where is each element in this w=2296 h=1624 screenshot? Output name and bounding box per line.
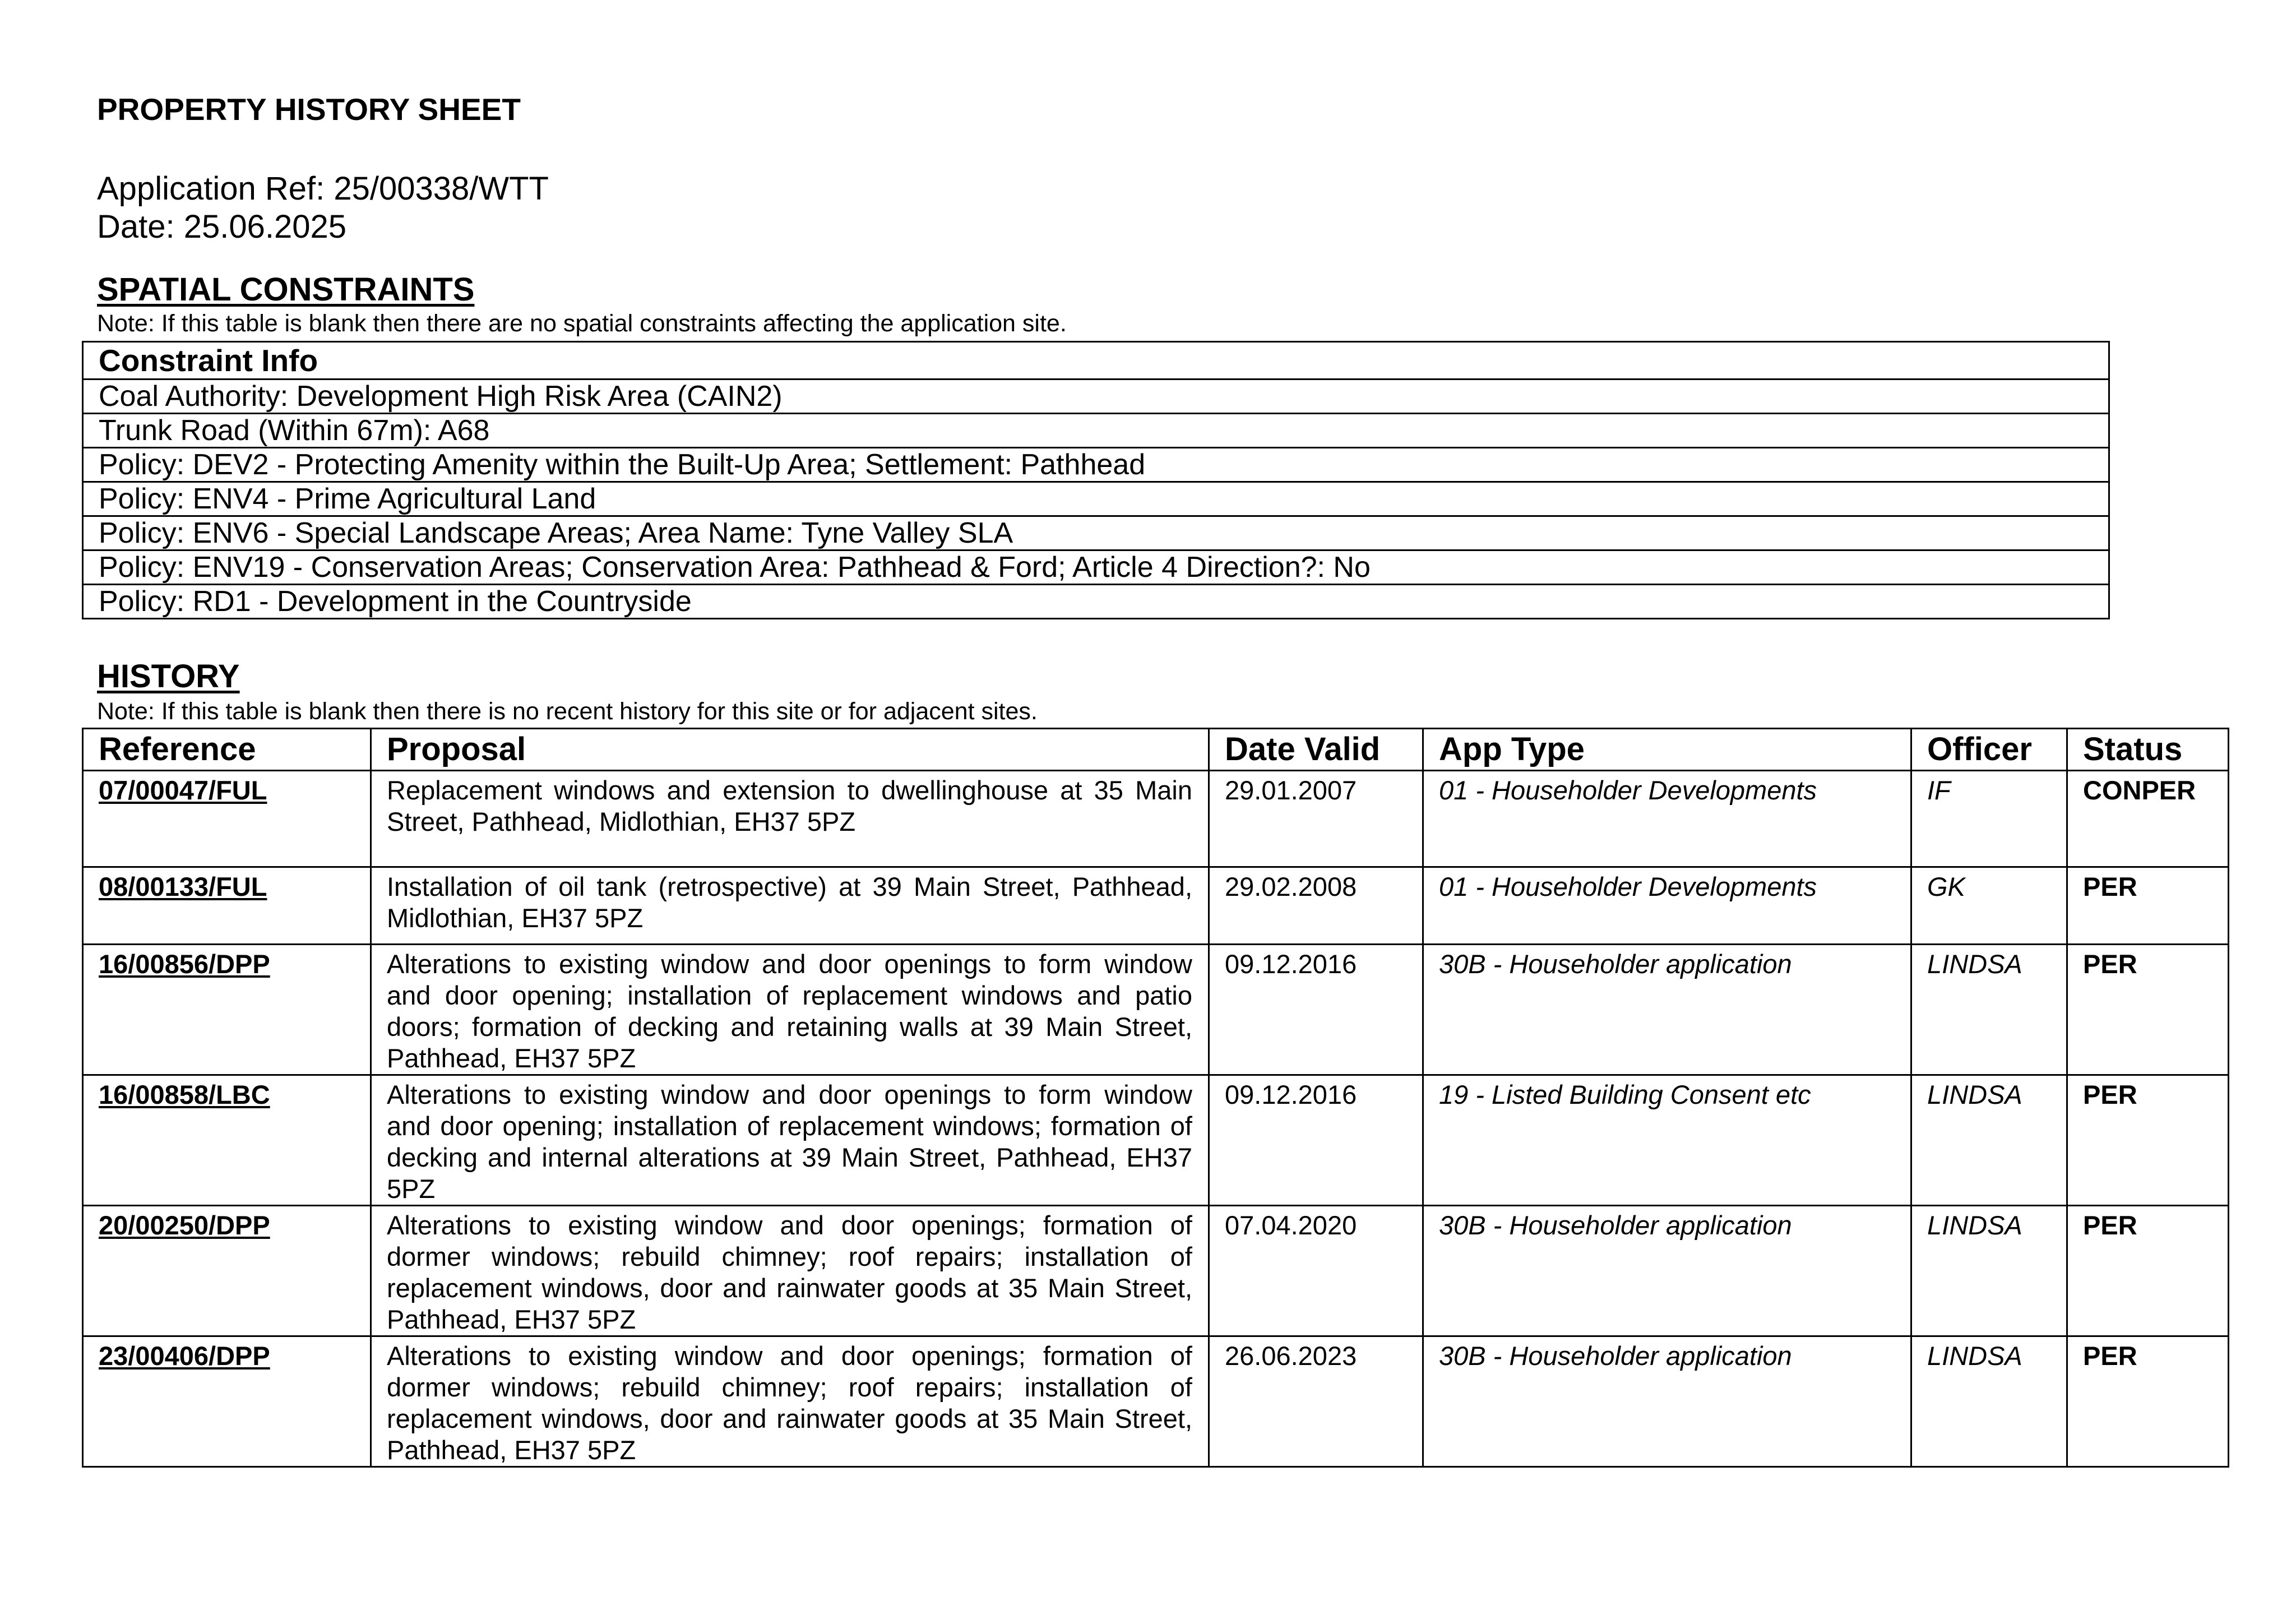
officer-header: Officer (1911, 729, 2067, 771)
officer-cell: LINDSA (1911, 1206, 2067, 1336)
status-cell: PER (2067, 1206, 2229, 1336)
table-row (83, 771, 2229, 867)
table-row (83, 1336, 2229, 1467)
table-row (83, 1206, 2229, 1336)
constraint-row (83, 482, 2109, 516)
document-date: Date: 25.06.2025 (97, 209, 347, 245)
app-type-header: App Type (1423, 729, 1911, 771)
date-valid-cell: 26.06.2023 (1209, 1336, 1423, 1467)
officer-cell: IF (1911, 771, 2067, 867)
constraint-cell: Coal Authority: Development High Risk Area (CAIN2) (83, 380, 2109, 414)
status-cell: PER (2067, 1336, 2229, 1467)
constraint-row (83, 380, 2109, 414)
page-title: PROPERTY HISTORY SHEET (97, 92, 521, 127)
reference-link[interactable]: 16/00856/DPP (83, 945, 371, 1075)
app-type-cell: 01 - Householder Developments (1423, 771, 1911, 867)
reference-link[interactable]: 16/00858/LBC (83, 1075, 371, 1206)
table-row (83, 867, 2229, 945)
date-valid-cell: 07.04.2020 (1209, 1206, 1423, 1336)
constraint-cell: Policy: ENV6 - Special Landscape Areas; Area Name: Tyne Valley SLA (83, 516, 2109, 550)
constraint-cell: Policy: RD1 - Development in the Countryside (83, 585, 2109, 619)
status-header: Status (2067, 729, 2229, 771)
status-cell: CONPER (2067, 771, 2229, 867)
constraint-info-header: Constraint Info (83, 342, 2109, 380)
officer-cell: LINDSA (1911, 1075, 2067, 1206)
spatial-constraints-note: Note: If this table is blank then there are no spatial constraints affecting the application site. (97, 310, 1067, 337)
reference-header: Reference (83, 729, 371, 771)
date-valid-header: Date Valid (1209, 729, 1423, 771)
constraint-row (83, 585, 2109, 619)
app-type-cell: 30B - Householder application (1423, 1336, 1911, 1467)
constraint-row (83, 550, 2109, 585)
proposal-cell: Alterations to existing window and door openings; formation of dormer windows; rebuild chimney; roof repairs; installation of replacement windows, door and rainwater goods at 35 Main Street, Pathhead, EH37 5PZ (371, 1336, 1209, 1467)
officer-cell: GK (1911, 867, 2067, 945)
table-row (83, 945, 2229, 1075)
date-valid-cell: 09.12.2016 (1209, 1075, 1423, 1206)
status-cell: PER (2067, 945, 2229, 1075)
table-row (83, 1075, 2229, 1206)
constraints-table (82, 341, 2110, 619)
reference-link[interactable]: 08/00133/FUL (83, 867, 371, 945)
constraint-cell: Policy: ENV4 - Prime Agricultural Land (83, 482, 2109, 516)
constraints-header-row (83, 342, 2109, 380)
history-heading: HISTORY (97, 658, 240, 695)
reference-link[interactable]: 07/00047/FUL (83, 771, 371, 867)
proposal-cell: Replacement windows and extension to dwellinghouse at 35 Main Street, Pathhead, Midlothian, EH37 5PZ (371, 771, 1209, 867)
history-note: Note: If this table is blank then there is no recent history for this site or for adjacent sites. (97, 698, 1038, 725)
reference-link[interactable]: 23/00406/DPP (83, 1336, 371, 1467)
status-cell: PER (2067, 1075, 2229, 1206)
app-type-cell: 30B - Householder application (1423, 945, 1911, 1075)
date-valid-cell: 29.02.2008 (1209, 867, 1423, 945)
constraint-cell: Trunk Road (Within 67m): A68 (83, 414, 2109, 448)
proposal-cell: Alterations to existing window and door openings; formation of dormer windows; rebuild chimney; roof repairs; installation of replacement windows, door and rainwater goods at 35 Main Street, Pathhead, EH37 5PZ (371, 1206, 1209, 1336)
date-valid-cell: 29.01.2007 (1209, 771, 1423, 867)
application-ref: Application Ref: 25/00338/WTT (97, 170, 549, 207)
proposal-cell: Installation of oil tank (retrospective) at 39 Main Street, Pathhead, Midlothian, EH37 5PZ (371, 867, 1209, 945)
proposal-cell: Alterations to existing window and door openings to form window and door opening; installation of replacement windows; formation of decking and internal alterations at 39 Main Street, Pathhead, EH37 5PZ (371, 1075, 1209, 1206)
app-type-cell: 30B - Householder application (1423, 1206, 1911, 1336)
officer-cell: LINDSA (1911, 1336, 2067, 1467)
officer-cell: LINDSA (1911, 945, 2067, 1075)
proposal-header: Proposal (371, 729, 1209, 771)
reference-link[interactable]: 20/00250/DPP (83, 1206, 371, 1336)
history-table (82, 728, 2229, 1468)
constraint-row (83, 448, 2109, 482)
app-type-cell: 01 - Householder Developments (1423, 867, 1911, 945)
app-type-cell: 19 - Listed Building Consent etc (1423, 1075, 1911, 1206)
status-cell: PER (2067, 867, 2229, 945)
constraint-row (83, 414, 2109, 448)
spatial-constraints-heading: SPATIAL CONSTRAINTS (97, 271, 475, 308)
proposal-cell: Alterations to existing window and door openings to form window and door opening; installation of replacement windows and patio doors; formation of decking and retaining walls at 39 Main Street, Pathhead, EH37 5PZ (371, 945, 1209, 1075)
history-header-row (83, 729, 2229, 771)
constraint-row (83, 516, 2109, 550)
constraint-cell: Policy: DEV2 - Protecting Amenity within the Built-Up Area; Settlement: Pathhead (83, 448, 2109, 482)
constraint-cell: Policy: ENV19 - Conservation Areas; Conservation Area: Pathhead & Ford; Article 4 Direction?: No (83, 550, 2109, 585)
date-valid-cell: 09.12.2016 (1209, 945, 1423, 1075)
